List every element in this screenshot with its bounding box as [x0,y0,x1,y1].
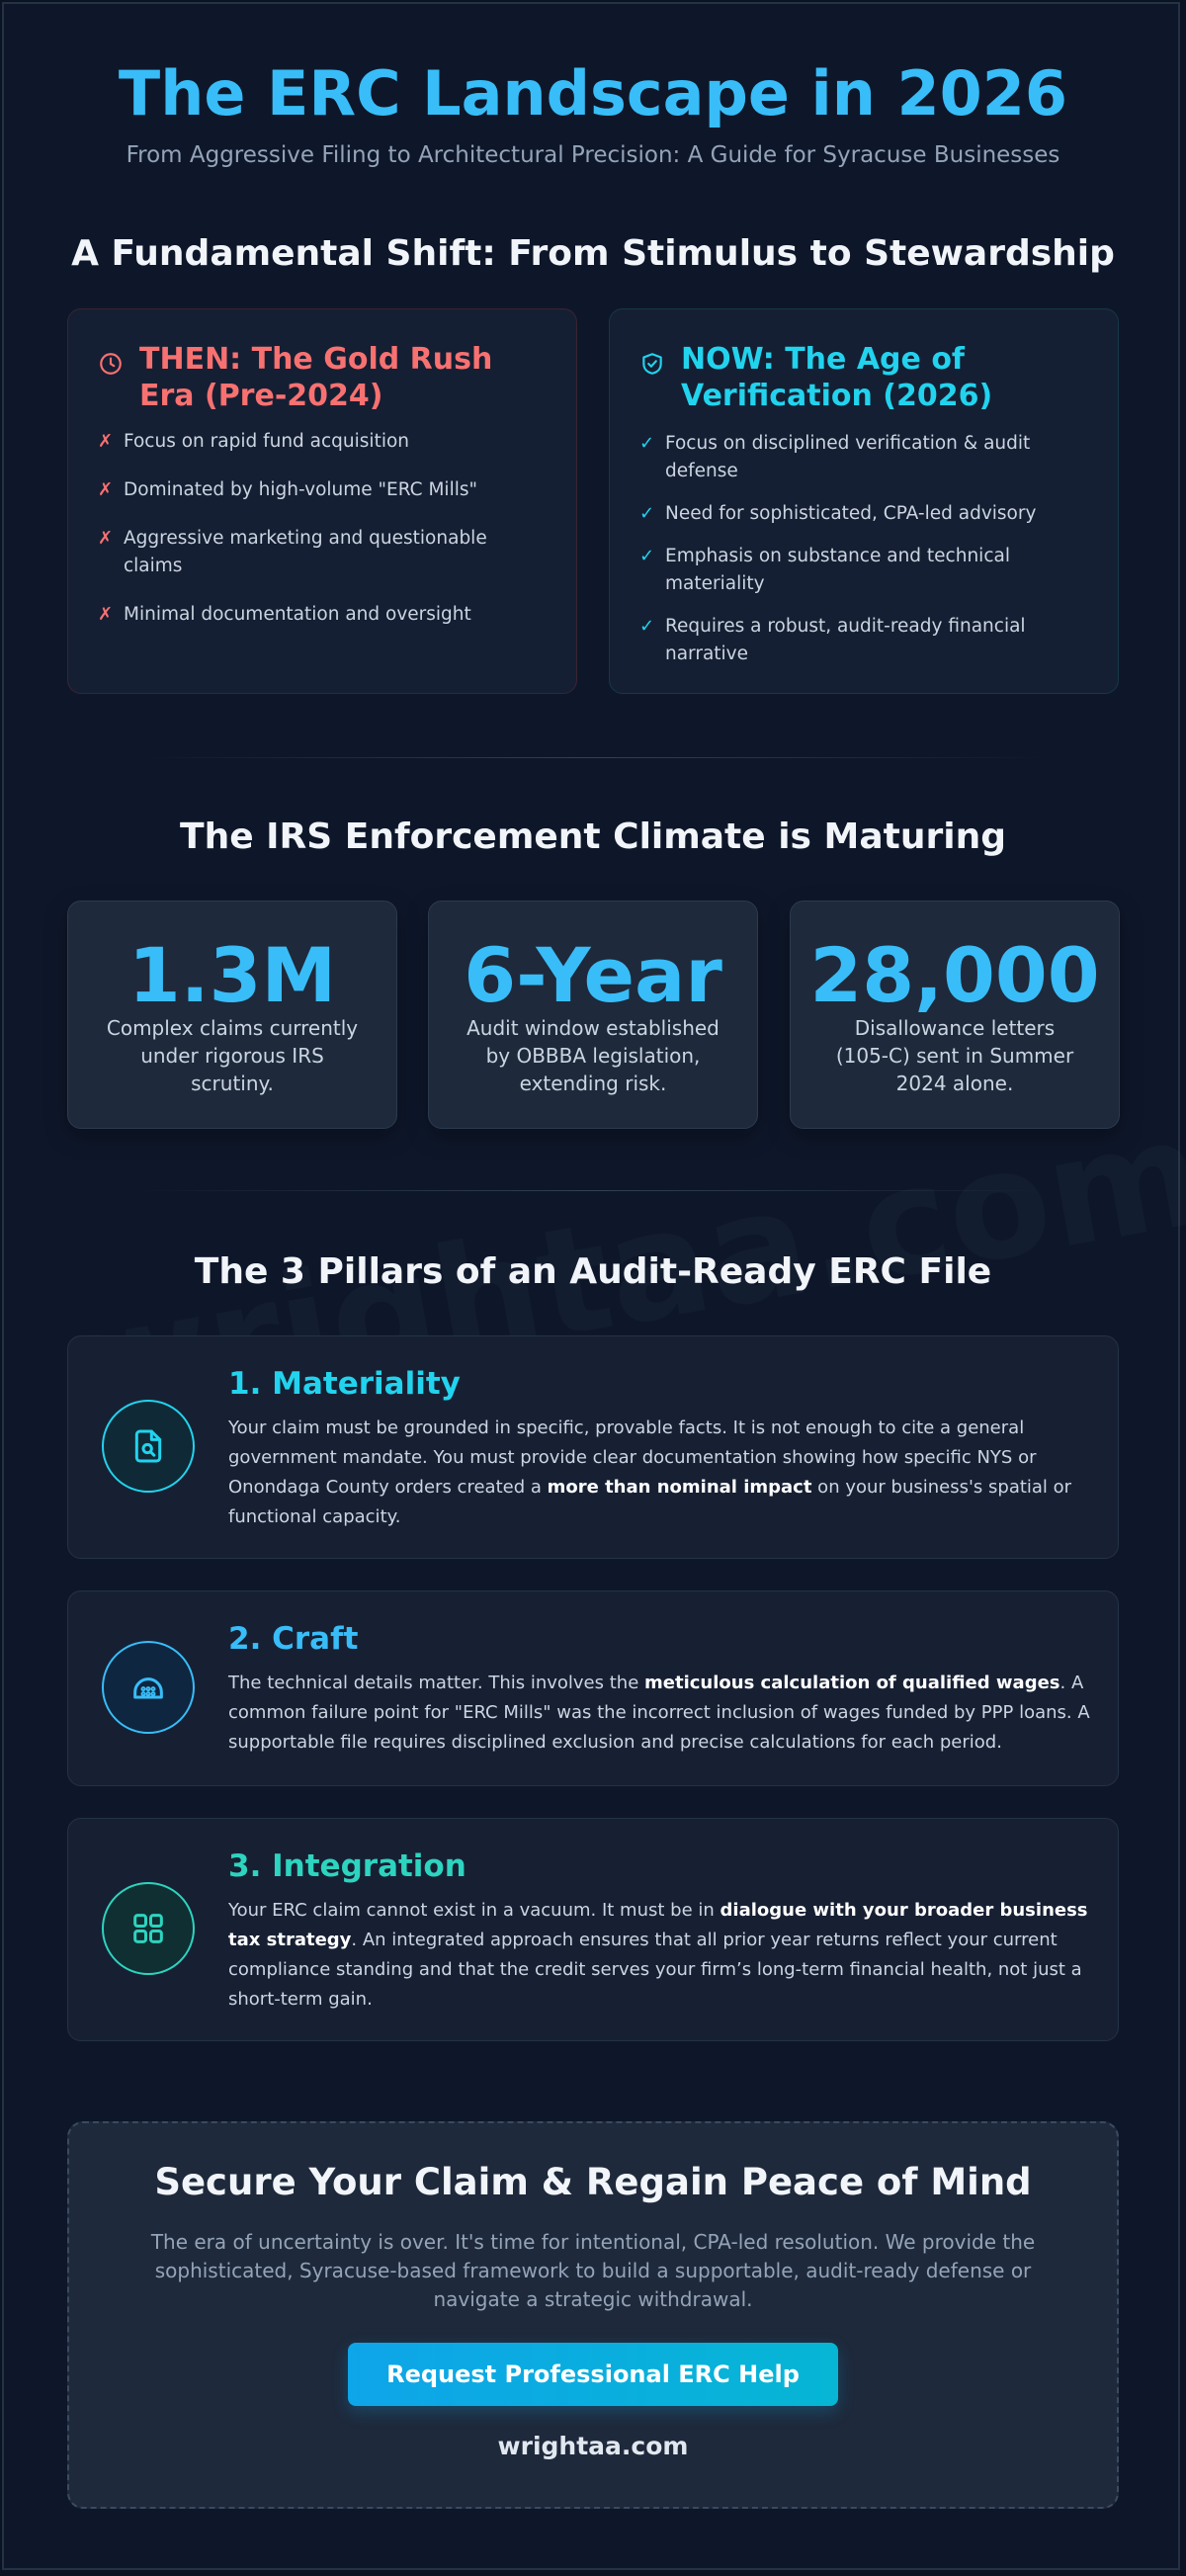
pillar-icon-ring [102,1400,195,1493]
pillar-title: 3. Integration [228,1848,466,1884]
pillar-icon-ring [102,1641,195,1734]
stat-description: Complex claims currently under rigorous IRS scrutiny. [106,1016,359,1095]
pillar-text: The technical details matter. This involves the meticulous calculation of qualified wages. A common failure point for "ERC Mills" was the incorrect inclusion of wages funded by PPP loans. A supportable file requires disciplined exclusion and precise calculations for each period. [228,1673,1090,1753]
pillar-title: 1. Materiality [228,1366,461,1402]
list-item: ✓ Focus on disciplined verification & audit defense [639,430,1088,485]
shift-section-title: A Fundamental Shift: From Stimulus to Stewardship [71,233,1115,274]
enforcement-section-title: The IRS Enforcement Climate is Maturing [180,816,1006,857]
section-divider [138,1190,1048,1191]
request-help-button[interactable]: Request Professional ERC Help [348,2343,838,2406]
then-card [67,308,577,694]
list-item: ✓ Emphasis on substance and technical materiality [639,543,1088,598]
pillar-craft [67,1590,1119,1786]
pillar-icon-ring [102,1882,195,1975]
calculator-icon [128,1668,168,1707]
stat-value: 6-Year [464,931,722,1019]
grid-apps-icon [128,1909,168,1948]
stat-card-audit-window [428,901,758,1129]
stat-card-letters [790,901,1120,1129]
pillar-integration [67,1818,1119,2041]
check-icon: ✓ [639,546,655,566]
list-item: ✗ Focus on rapid fund acquisition [98,428,547,456]
check-icon: ✓ [639,433,655,454]
stat-description: Disallowance letters (105-C) sent in Summer 2024 alone. [835,1016,1074,1095]
page-title: The ERC Landscape in 2026 [118,57,1068,129]
then-card-title: THEN: The Gold Rush Era (Pre-2024) [139,342,493,413]
then-list [98,428,547,649]
cta-text: The era of uncertainty is over. It's time for intentional, CPA-led resolution. We provide the sophisticated, Syracuse-based framework to build a supportable, audit-ready defense or navigate a strategic withdrawal. [150,2230,1036,2311]
page-subtitle: From Aggressive Filing to Architectural Precision: A Guide for Syracuse Businesses [126,142,1060,168]
list-item: ✓ Requires a robust, audit-ready financial narrative [639,613,1088,668]
list-item: ✗ Dominated by high-volume "ERC Mills" [98,476,547,504]
list-item: ✗ Aggressive marketing and questionable claims [98,525,547,580]
stat-description: Audit window established by OBBBA legislation, extending risk. [466,1016,720,1095]
pillar-title: 2. Craft [228,1621,359,1657]
pillars-section-title: The 3 Pillars of an Audit-Ready ERC File [194,1251,992,1292]
cross-icon: ✗ [98,479,114,500]
now-card [609,308,1119,694]
cross-icon: ✗ [98,528,114,549]
check-icon: ✓ [639,616,655,637]
clock-icon [98,351,124,377]
now-card-title: NOW: The Age of Verification (2026) [681,342,993,413]
pillar-materiality [67,1335,1119,1559]
document-search-icon [128,1426,168,1466]
section-divider [138,757,1048,758]
cross-icon: ✗ [98,431,114,452]
cta-title: Secure Your Claim & Regain Peace of Mind [154,2161,1032,2203]
stat-value: 28,000 [809,931,1100,1019]
website-link[interactable]: wrightaa.com [497,2432,689,2460]
stat-value: 1.3M [127,931,337,1019]
cta-box [67,2121,1119,2509]
cross-icon: ✗ [98,604,114,625]
pillar-text: Your claim must be grounded in specific, provable facts. It is not enough to cite a general government mandate. You must provide clear documentation showing how specific NYS or Onondaga County orders created a more than nominal impact on your business's spatial or functional capacity. [228,1417,1072,1527]
now-list [639,430,1088,683]
shield-check-icon [639,351,665,377]
pillar-text: Your ERC claim cannot exist in a vacuum. It must be in dialogue with your broader business tax strategy. An integrated approach ensures that all prior year returns reflect your current compliance standing and that the credit serves your firm’s long-term financial health, not just a short-term gain. [228,1900,1088,2010]
check-icon: ✓ [639,503,655,524]
stat-card-claims [67,901,397,1129]
list-item: ✗ Minimal documentation and oversight [98,601,547,629]
list-item: ✓ Need for sophisticated, CPA-led advisory [639,500,1088,528]
